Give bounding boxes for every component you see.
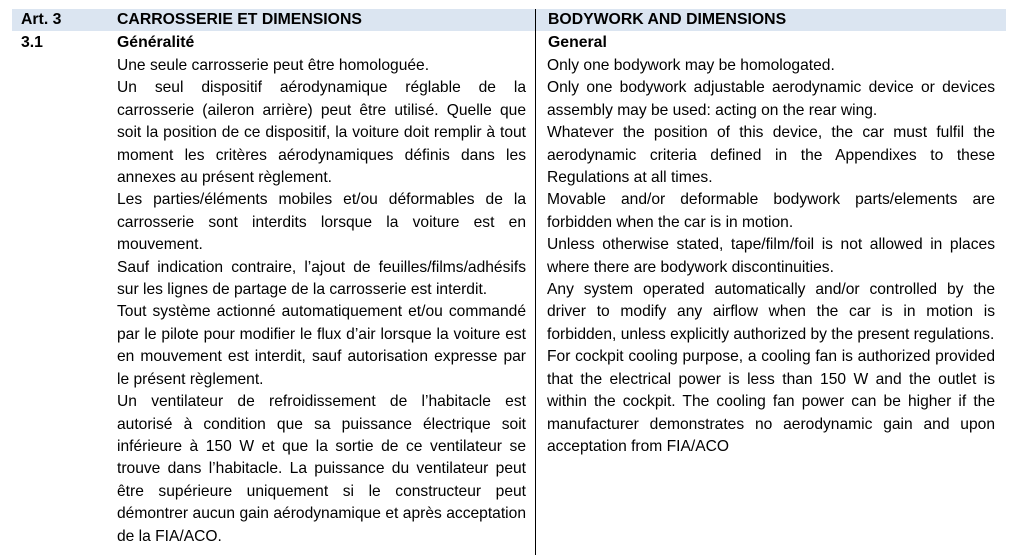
english-paragraph: Unless otherwise stated, tape/film/foil is not allowed in places where there are bodywork discontinuities. (547, 236, 995, 276)
section-title-english: General (548, 34, 607, 51)
section-number: 3.1 (21, 34, 43, 51)
french-paragraph: Sauf indication contraire, l’ajout de feuilles/films/adhésifs sur les lignes de partage de la carrosserie est interdit. (117, 258, 526, 299)
english-paragraph: Any system operated automatically and/or controlled by the driver to modify any airflow when the car is in motion is forbidden, unless explicitly authorized by the present regulations. (547, 281, 995, 343)
column-divider (535, 9, 536, 555)
section-title-french: Généralité (117, 34, 195, 51)
english-paragraph: Only one bodywork may be homologated. (547, 57, 835, 74)
english-paragraph: Movable and/or deformable bodywork parts/elements are forbidden when the car is in motion. (547, 191, 995, 231)
article-title-english: BODYWORK AND DIMENSIONS (548, 11, 787, 28)
french-paragraph: Un ventilateur de refroidissement de l’habitacle est autorisé à condition que sa puissance électrique soit inférieure à 150 W et que la sortie de ce ventilateur se trouve dans l’habitacle. La puissance du ventilateur peut être supérieure uniquement si le constructeur peut démontrer aucun gain aérodynamique et après acceptation de la FIA/ACO. (117, 393, 526, 545)
french-paragraph: Un seul dispositif aérodynamique réglable de la carrosserie (aileron arrière) peut être utilisé. Quelle que soit la position de ce dispositif, la voiture doit remplir à tout moment les critères aérodynamiques définis dans les annexes au présent règlement. (117, 79, 526, 187)
english-paragraph: Whatever the position of this device, the car must fulfil the aerodynamic criteria defined in the Appendixes to these Regulations at all times. (547, 124, 995, 187)
french-paragraph: Une seule carrosserie peut être homologuée. (117, 57, 430, 74)
article-number: Art. 3 (21, 11, 62, 28)
french-paragraph: Les parties/éléments mobiles et/ou déformables de la carrosserie sont interdits lorsque la voiture est en mouvement. (117, 191, 526, 254)
english-column (547, 55, 995, 458)
french-paragraph: Tout système actionné automatiquement et/ou commandé par le pilote pour modifier le flux d’air lorsque la voiture est en mouvement est interdit, sauf autorisation expresse par le présent règlement. (117, 303, 526, 388)
english-paragraph: Only one bodywork adjustable aerodynamic device or devices assembly may be used: acting on the rear wing. (547, 79, 995, 119)
article-title-french: CARROSSERIE ET DIMENSIONS (117, 11, 362, 28)
article-header-bar (12, 9, 1006, 31)
section-header (12, 31, 1006, 55)
french-column (117, 55, 526, 548)
english-paragraph: For cockpit cooling purpose, a cooling fan is authorized provided that the electrical power is less than 150 W and the outlet is within the cockpit. The cooling fan power can be higher if the manufacturer demonstrates no aerodynamic gain and upon acceptation from FIA/ACO (547, 348, 995, 455)
